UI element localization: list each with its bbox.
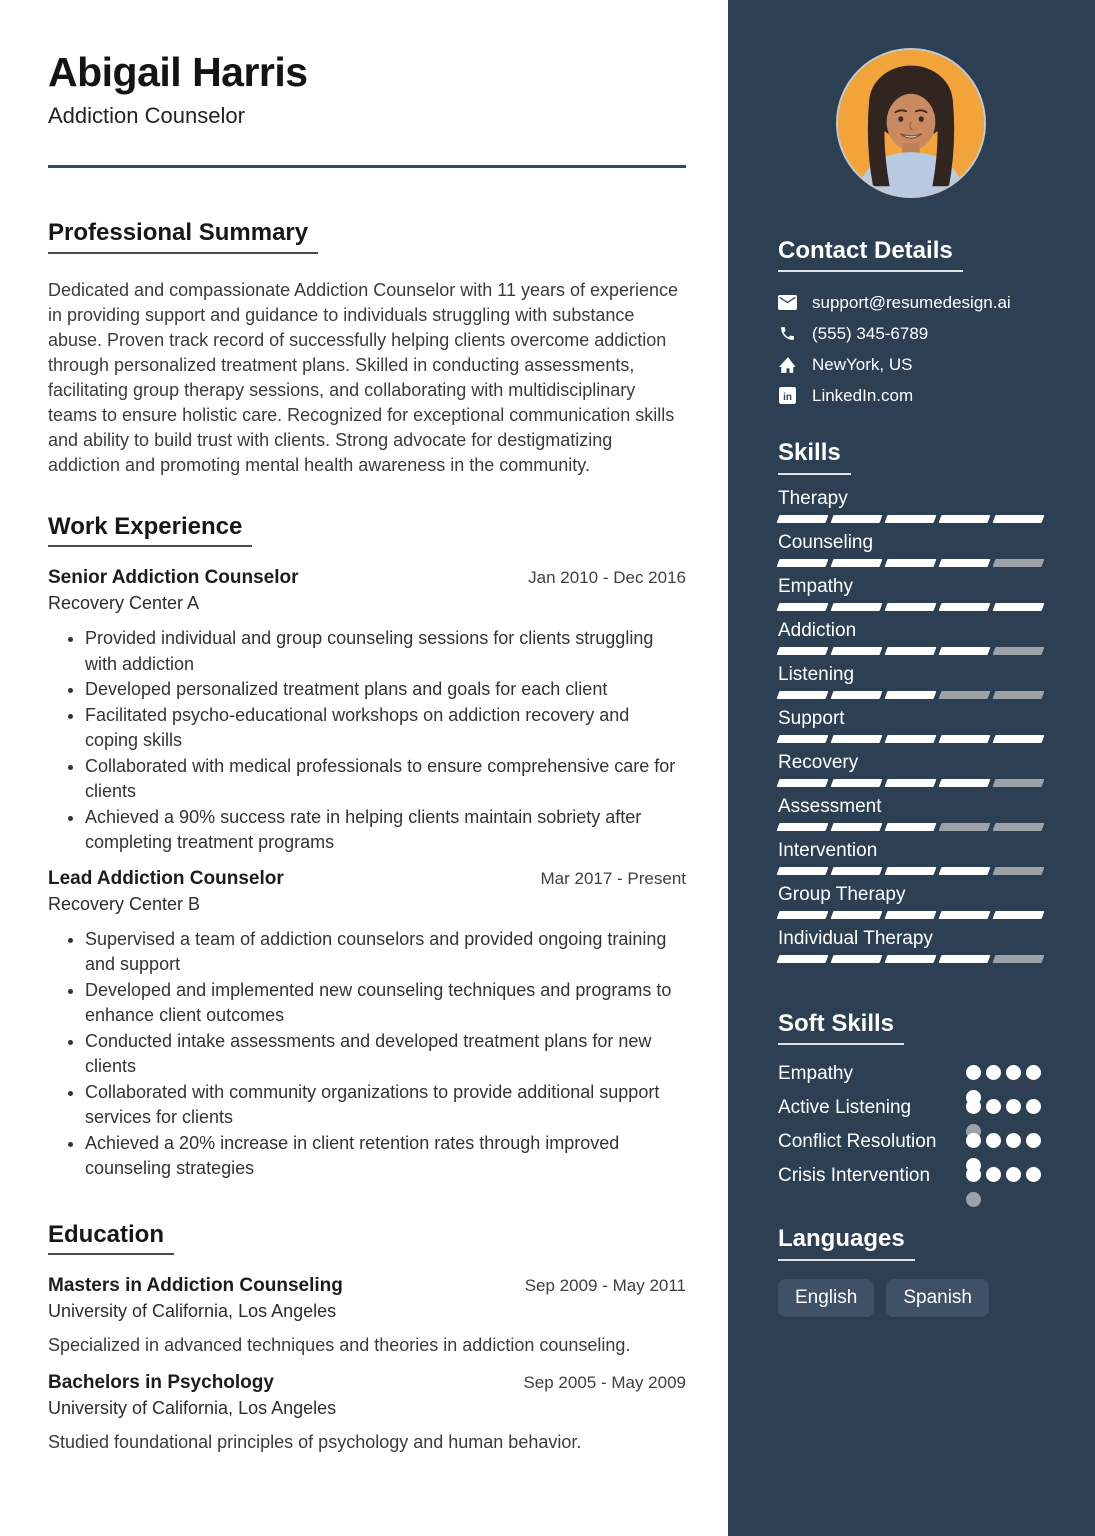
- skill-bar-segment: [777, 867, 829, 875]
- phone-icon: [778, 324, 797, 343]
- skill-bar-segment: [777, 779, 829, 787]
- profile-photo: [836, 48, 986, 198]
- skill-bar-segment: [885, 867, 937, 875]
- skill-bar-segment: [777, 515, 829, 523]
- education-header: [48, 1275, 686, 1297]
- rating-dot: [986, 1133, 1001, 1148]
- skill-bar-segment: [831, 603, 883, 611]
- education-description: Specialized in advanced techniques and theories in addiction counseling.: [48, 1334, 631, 1355]
- soft-skill-item: [778, 1129, 1043, 1154]
- rating-dot: [966, 1065, 981, 1080]
- summary-text: Dedicated and compassionate Addiction Counselor with 11 years of experience in providing support and guidance to individuals struggling with substance abuse. Proven track record of successfully helping clients overcome addiction through personalized treatment plans. Skilled in conducting assessments, facilitating group therapy sessions, and collaborating with multidisciplinary teams to ensure holistic care. Recognized for exceptional communication skills and ability to build trust with clients. Strong advocate for destigmatizing addiction and promoting mental health awareness in the community.: [48, 279, 679, 475]
- skill-item: [778, 665, 1043, 699]
- skill-level-bar: [778, 515, 1043, 523]
- sidebar: [728, 0, 1095, 1536]
- rating-dot: [966, 1133, 981, 1148]
- skill-bar-segment: [993, 867, 1045, 875]
- soft-skill-dots: [966, 1065, 1043, 1080]
- skill-bar-segment: [885, 779, 937, 787]
- skill-level-bar: [778, 735, 1043, 743]
- skill-bar-segment: [993, 647, 1045, 655]
- skill-bar-segment: [993, 559, 1045, 567]
- skills-list: [778, 489, 1043, 963]
- soft-skill-item: [778, 1095, 1043, 1120]
- degree-name: Bachelors in Psychology: [48, 1371, 274, 1393]
- skill-bar-segment: [831, 515, 883, 523]
- skill-bar-segment: [885, 559, 937, 567]
- contact-item-text[interactable]: support@resumedesign.ai: [812, 292, 1011, 312]
- skill-bar-segment: [939, 779, 991, 787]
- skill-level-bar: [778, 911, 1043, 919]
- skill-bar-segment: [885, 691, 937, 699]
- skill-name: Counseling: [778, 531, 874, 553]
- skill-level-bar: [778, 647, 1043, 655]
- skill-item: [778, 621, 1043, 655]
- contact-item: [778, 385, 1043, 406]
- degree-name: Masters in Addiction Counseling: [48, 1274, 343, 1296]
- contact-item-text[interactable]: (555) 345-6789: [812, 323, 929, 343]
- soft-skill-name: Conflict Resolution: [778, 1131, 937, 1153]
- skill-bar-segment: [831, 911, 883, 919]
- skill-level-bar: [778, 955, 1043, 963]
- soft-skill-name: Empathy: [778, 1063, 853, 1085]
- skill-bar-segment: [831, 823, 883, 831]
- job-header: [48, 868, 686, 890]
- job-bullet: • Collaborated with medical professionals to ensure comprehensive care for clients: [85, 754, 686, 805]
- skill-bar-segment: [831, 559, 883, 567]
- skill-bar-segment: [939, 823, 991, 831]
- job-bullet: • Facilitated psycho-educational workshops on addiction recovery and coping skills: [85, 703, 686, 754]
- rating-dot: [1006, 1167, 1021, 1182]
- soft-skills-heading: Soft Skills: [778, 1011, 904, 1045]
- skill-bar-segment: [993, 735, 1045, 743]
- work-experience-heading: Work Experience: [48, 514, 252, 547]
- rating-dot: [1006, 1133, 1021, 1148]
- soft-skill-name: Active Listening: [778, 1097, 912, 1119]
- languages-list: [778, 1279, 1043, 1317]
- education-list: [48, 1275, 686, 1455]
- languages-heading: Languages: [778, 1226, 915, 1260]
- skill-bar-segment: [777, 647, 829, 655]
- email-icon: [778, 293, 797, 312]
- rating-dot: [966, 1099, 981, 1114]
- skill-bar-segment: [831, 867, 883, 875]
- job-role: Lead Addiction Counselor: [48, 867, 284, 889]
- jobs-list: [48, 567, 686, 1182]
- person-job-title: Addiction Counselor: [48, 103, 245, 129]
- skill-level-bar: [778, 691, 1043, 699]
- skill-level-bar: [778, 867, 1043, 875]
- skill-level-bar: [778, 823, 1043, 831]
- skill-bar-segment: [939, 603, 991, 611]
- job-bullet-list: [48, 626, 686, 856]
- skill-bar-segment: [885, 823, 937, 831]
- skill-bar-segment: [939, 735, 991, 743]
- education-entry: [48, 1275, 686, 1358]
- skill-bar-segment: [993, 779, 1045, 787]
- education-dates: Sep 2009 - May 2011: [524, 1275, 686, 1295]
- skill-level-bar: [778, 603, 1043, 611]
- skill-bar-segment: [777, 911, 829, 919]
- skill-item: [778, 929, 1043, 963]
- skill-bar-segment: [939, 515, 991, 523]
- contact-details-heading: Contact Details: [778, 238, 963, 272]
- contact-item: [778, 323, 1043, 344]
- skill-item: [778, 533, 1043, 567]
- skill-bar-segment: [993, 911, 1045, 919]
- skill-bar-segment: [993, 603, 1045, 611]
- skill-level-bar: [778, 559, 1043, 567]
- skill-bar-segment: [777, 823, 829, 831]
- skill-bar-segment: [885, 911, 937, 919]
- job-role: Senior Addiction Counselor: [48, 567, 299, 589]
- job-bullet-list: [48, 927, 686, 1182]
- rating-dot: [966, 1167, 981, 1182]
- rating-dot: [986, 1065, 1001, 1080]
- skill-bar-segment: [939, 647, 991, 655]
- skill-name: Individual Therapy: [778, 927, 933, 949]
- soft-skill-dots: [966, 1099, 1043, 1114]
- skill-bar-segment: [939, 867, 991, 875]
- skill-item: [778, 885, 1043, 919]
- skill-name: Intervention: [778, 839, 878, 861]
- skill-bar-segment: [777, 603, 829, 611]
- education-dates: Sep 2005 - May 2009: [523, 1372, 686, 1392]
- soft-skill-dots: [966, 1133, 1043, 1148]
- contact-item-text[interactable]: LinkedIn.com: [812, 385, 914, 405]
- skill-bar-segment: [831, 955, 883, 963]
- skills-heading: Skills: [778, 440, 851, 474]
- job-dates: Jan 2010 - Dec 2016: [528, 568, 686, 588]
- job-entry: [48, 567, 686, 856]
- skill-bar-segment: [993, 823, 1045, 831]
- skill-name: Recovery: [778, 751, 859, 773]
- rating-dot: [1026, 1099, 1041, 1114]
- skill-bar-segment: [777, 955, 829, 963]
- contact-item-text: NewYork, US: [812, 354, 913, 374]
- rating-dot: [966, 1192, 981, 1207]
- profile-photo-illustration: [838, 50, 984, 196]
- job-bullet: • Supervised a team of addiction counselors and provided ongoing training and support: [85, 927, 686, 978]
- skill-bar-segment: [939, 955, 991, 963]
- job-bullet: • Conducted intake assessments and developed treatment plans for new clients: [85, 1029, 686, 1080]
- header-divider: [48, 165, 686, 168]
- skill-bar-segment: [831, 691, 883, 699]
- person-name: Abigail Harris: [48, 49, 308, 95]
- job-bullet: • Provided individual and group counseling sessions for clients struggling with addiction: [85, 626, 686, 677]
- skill-bar-segment: [777, 735, 829, 743]
- svg-text:in: in: [783, 392, 792, 404]
- skill-item: [778, 753, 1043, 787]
- soft-skill-item: [778, 1163, 1043, 1188]
- skill-bar-segment: [885, 603, 937, 611]
- skill-bar-segment: [885, 955, 937, 963]
- skill-name: Assessment: [778, 795, 882, 817]
- language-chip: Spanish: [886, 1279, 989, 1317]
- rating-dot: [1006, 1065, 1021, 1080]
- skill-name: Therapy: [778, 487, 848, 509]
- contact-item: [778, 354, 1043, 375]
- skill-bar-segment: [885, 647, 937, 655]
- skill-bar-segment: [993, 691, 1045, 699]
- job-bullet: • Developed personalized treatment plans and goals for each client: [85, 677, 686, 703]
- skill-item: [778, 797, 1043, 831]
- home-icon: [778, 355, 797, 374]
- skill-name: Group Therapy: [778, 883, 906, 905]
- job-company: Recovery Center A: [48, 593, 200, 614]
- skill-bar-segment: [831, 779, 883, 787]
- skill-level-bar: [778, 779, 1043, 787]
- skill-bar-segment: [831, 647, 883, 655]
- skill-bar-segment: [885, 735, 937, 743]
- skill-item: [778, 489, 1043, 523]
- job-entry: [48, 868, 686, 1182]
- rating-dot: [1026, 1065, 1041, 1080]
- skill-bar-segment: [777, 691, 829, 699]
- contact-item: [778, 292, 1043, 313]
- job-header: [48, 567, 686, 589]
- education-description: Studied foundational principles of psychology and human behavior.: [48, 1431, 582, 1452]
- skill-bar-segment: [939, 911, 991, 919]
- summary-heading: Professional Summary: [48, 220, 318, 253]
- job-bullet: • Achieved a 20% increase in client retention rates through improved counseling strategies: [85, 1131, 686, 1182]
- skill-bar-segment: [831, 735, 883, 743]
- soft-skill-name: Crisis Intervention: [778, 1165, 931, 1187]
- skill-name: Support: [778, 707, 845, 729]
- school-name: University of California, Los Angeles: [48, 1397, 337, 1418]
- education-entry: [48, 1372, 686, 1455]
- skill-bar-segment: [939, 691, 991, 699]
- linkedin-icon: [778, 386, 797, 405]
- skill-bar-segment: [993, 955, 1045, 963]
- skill-name: Addiction: [778, 619, 857, 641]
- education-header: [48, 1372, 686, 1394]
- skill-name: Listening: [778, 663, 855, 685]
- skill-bar-segment: [777, 559, 829, 567]
- job-bullet: • Collaborated with community organizations to provide additional support services for clients: [85, 1080, 686, 1131]
- soft-skill-item: [778, 1061, 1043, 1086]
- language-chip: English: [778, 1279, 874, 1317]
- job-bullet: • Developed and implemented new counseling techniques and programs to enhance client outcomes: [85, 978, 686, 1029]
- skill-name: Empathy: [778, 575, 853, 597]
- rating-dot: [986, 1099, 1001, 1114]
- rating-dot: [986, 1167, 1001, 1182]
- job-dates: Mar 2017 - Present: [540, 868, 686, 888]
- skill-item: [778, 577, 1043, 611]
- school-name: University of California, Los Angeles: [48, 1300, 337, 1321]
- rating-dot: [1026, 1133, 1041, 1148]
- job-bullet: • Achieved a 90% success rate in helping clients maintain sobriety after completing treatment programs: [85, 805, 686, 856]
- education-heading: Education: [48, 1222, 174, 1255]
- soft-skills-list: [778, 1061, 1043, 1188]
- skill-bar-segment: [939, 559, 991, 567]
- skill-item: [778, 841, 1043, 875]
- soft-skill-dots: [966, 1167, 1043, 1182]
- rating-dot: [1006, 1099, 1021, 1114]
- skill-bar-segment: [885, 515, 937, 523]
- job-company: Recovery Center B: [48, 893, 201, 914]
- skill-bar-segment: [993, 515, 1045, 523]
- rating-dot: [1026, 1167, 1041, 1182]
- skill-item: [778, 709, 1043, 743]
- contact-list: [778, 292, 1043, 406]
